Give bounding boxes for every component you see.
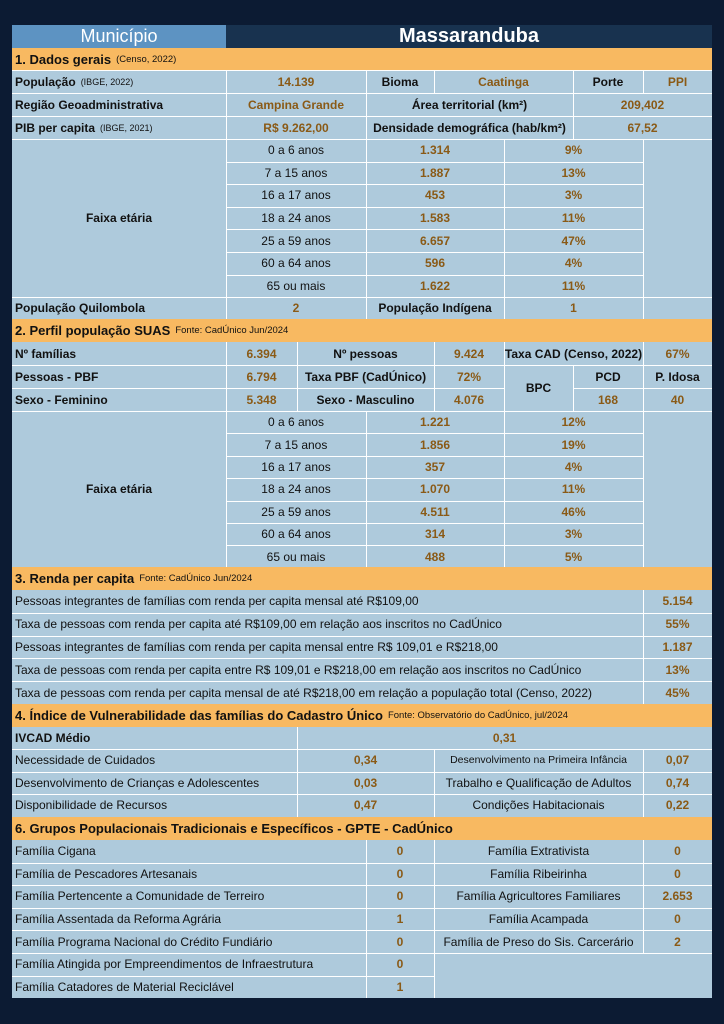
pessoas-label: Nº pessoas [333, 346, 398, 361]
renda-label: Taxa de pessoas com renda per capita entre R$ 109,01 e R$218,00 em relação aos inscritos no CadÚnico [15, 662, 582, 677]
faixa-1-percent: 9% [564, 143, 583, 158]
faixa-1-range: 0 a 6 anos [267, 143, 325, 158]
gpte-value: 0 [674, 866, 681, 881]
renda-value: 1.187 [662, 639, 693, 654]
pib-label-text: PIB per capita [15, 120, 96, 135]
section-2-source: Fonte: CadÚnico Jun/2024 [175, 325, 289, 336]
faixa-1-range: 16 a 17 anos [261, 188, 331, 203]
ivcad-dimension-value: 0,47 [353, 798, 378, 813]
faixa-2-percent: 5% [564, 549, 583, 564]
renda-label: Taxa de pessoas com renda per capita até R$109,00 em relação aos inscritos no CadÚnico [15, 617, 502, 632]
faixa-1-range: 60 a 64 anos [261, 256, 331, 271]
gpte-value: 0 [674, 912, 681, 927]
populacao-source: (IBGE, 2022) [80, 76, 134, 87]
bpc-label: BPC [525, 381, 552, 395]
faixa-1-percent: 11% [561, 211, 586, 226]
section-2-title [12, 319, 712, 342]
faixa-etaria-label-1: Faixa etária [85, 211, 153, 225]
idosa-label: P. Idosa [655, 369, 700, 384]
renda-label: Pessoas integrantes de famílias com renda per capita mensal entre R$ 109,01 e R$218,00 [15, 639, 498, 654]
faixa-2-count: 4.511 [420, 504, 450, 519]
header-municipio-name: Massaranduba [226, 25, 712, 48]
faixa-2-count: 314 [424, 527, 446, 542]
ivcad-label: IVCAD Médio [15, 731, 91, 745]
renda-value: 45% [665, 685, 690, 700]
ivcad-dimension-value: 0,34 [353, 753, 378, 768]
faixa-1-count: 6.657 [419, 233, 451, 248]
feminino-value: 5.348 [246, 392, 277, 407]
area-value: 209,402 [620, 97, 665, 112]
ivcad-dimension-label: Desenvolvimento na Primeira Infância [450, 754, 627, 767]
faixa-2-percent: 11% [561, 482, 586, 497]
taxa-cad-value: 67% [665, 346, 690, 361]
indigena-label: População Indígena [378, 301, 492, 315]
porte-value: PPI [667, 74, 688, 89]
section-1-title [12, 48, 712, 70]
taxa-pbf-label: Taxa PBF (CadÚnico) [304, 369, 427, 384]
faixa-1-count: 596 [424, 256, 446, 271]
faixa-2-range: 16 a 17 anos [261, 459, 331, 474]
faixa-2-count: 357 [424, 459, 446, 474]
faixa-2-percent: 19% [561, 437, 586, 452]
ivcad-dimension-label: Desenvolvimento de Crianças e Adolescentes [15, 775, 260, 790]
faixa-1-count: 1.622 [419, 278, 451, 293]
pcd-label: PCD [595, 369, 621, 384]
regiao-label: Região Geoadministrativa [15, 97, 164, 112]
pcd-value: 168 [597, 392, 619, 407]
ivcad-dimension-value: 0,03 [353, 775, 378, 790]
densidade-label: Densidade demográfica (hab/km²) [373, 120, 566, 135]
section-4-title-text: 4. Índice de Vulnerabilidade das famílias do Cadastro Único [15, 708, 383, 723]
taxa-cad-label: Taxa CAD (Censo, 2022) [504, 346, 643, 361]
section-2-title-text: 2. Perfil população SUAS [15, 323, 171, 338]
gpte-value: 0 [674, 844, 681, 859]
pessoas-value: 9.424 [453, 346, 485, 361]
ivcad-dimension-label: Condições Habitacionais [472, 798, 605, 813]
faixa-2-percent: 3% [564, 527, 583, 542]
pib-label [15, 116, 226, 139]
gpte-label: Família Catadores de Material Reciclável [15, 979, 234, 994]
gpte-value: 1 [396, 912, 404, 927]
section-4-source: Fonte: Observatório do CadÚnico, jul/2024 [387, 710, 569, 721]
ivcad-value: 0,31 [492, 731, 517, 745]
gpte-value: 0 [396, 866, 404, 881]
municipal-data-sheet [12, 25, 712, 998]
faixa-1-range: 25 a 59 anos [261, 233, 331, 248]
faixa-2-range: 25 a 59 anos [261, 504, 331, 519]
bioma-label: Bioma [381, 74, 419, 89]
faixa-2-count: 1.070 [419, 482, 451, 497]
pbf-label: Pessoas - PBF [15, 369, 99, 384]
gpte-label: Família de Pescadores Artesanais [15, 866, 198, 881]
area-label: Área territorial (km²) [411, 97, 528, 112]
faixa-1-percent: 3% [564, 188, 583, 203]
gpte-label: Família Extrativista [487, 844, 590, 859]
faixa-etaria-label-2: Faixa etária [85, 482, 153, 496]
faixa-2-range: 7 a 15 anos [264, 437, 328, 452]
gpte-label: Família Cigana [15, 844, 96, 859]
section-3-title [12, 567, 712, 590]
faixa-2-range: 18 a 24 anos [261, 482, 331, 497]
renda-label: Taxa de pessoas com renda per capita mensal de até R$218,00 em relação a população total (Censo, 2022) [15, 685, 593, 700]
feminino-label: Sexo - Feminino [15, 392, 108, 407]
quilombola-label: População Quilombola [15, 301, 146, 315]
quilombola-value: 2 [292, 301, 300, 315]
faixa-1-percent: 47% [561, 233, 586, 248]
familias-label: Nº famílias [15, 346, 77, 361]
populacao-value: 14.139 [277, 74, 315, 89]
gpte-value: 0 [396, 934, 404, 949]
gpte-label: Família Ribeirinha [490, 866, 587, 881]
taxa-pbf-value: 72% [456, 369, 482, 384]
section-3-title-text: 3. Renda per capita [15, 571, 135, 586]
faixa-2-range: 60 a 64 anos [261, 527, 331, 542]
populacao-label [15, 70, 226, 93]
section-4-title [12, 704, 712, 727]
gpte-value: 0 [396, 844, 404, 859]
ivcad-dimension-value: 0,22 [665, 798, 690, 813]
densidade-value: 67,52 [627, 120, 658, 135]
idosa-value: 40 [670, 392, 685, 407]
faixa-2-percent: 4% [564, 459, 583, 474]
porte-label: Porte [592, 74, 624, 89]
renda-value: 13% [665, 662, 690, 677]
ivcad-dimension-value: 0,74 [665, 775, 690, 790]
masculino-value: 4.076 [453, 392, 485, 407]
pib-value: R$ 9.262,00 [263, 120, 329, 135]
faixa-1-percent: 4% [564, 256, 583, 271]
faixa-1-range: 65 ou mais [266, 278, 326, 293]
faixa-2-count: 1.856 [419, 437, 451, 452]
gpte-value: 2.653 [662, 889, 693, 904]
gpte-label: Família Programa Nacional do Crédito Fundiário [15, 934, 273, 949]
section-6-title: 6. Grupos Populacionais Tradicionais e Específicos - GPTE - CadÚnico [12, 817, 712, 840]
ivcad-dimension-label: Necessidade de Cuidados [15, 753, 156, 768]
populacao-label-text: População [15, 74, 76, 89]
faixa-1-count: 1.583 [419, 211, 451, 226]
gpte-label: Família Assentada da Reforma Agrária [15, 912, 222, 927]
ivcad-dimension-value: 0,07 [665, 753, 690, 768]
gpte-value: 1 [396, 979, 404, 994]
renda-value: 5.154 [662, 594, 693, 609]
gpte-value: 2 [674, 934, 681, 949]
gpte-value: 0 [396, 957, 404, 972]
section-1-title-text: 1. Dados gerais [15, 51, 112, 67]
ivcad-dimension-label: Trabalho e Qualificação de Adultos [445, 775, 632, 790]
faixa-1-range: 7 a 15 anos [264, 165, 328, 180]
gpte-label: Família Agricultores Familiares [456, 889, 621, 904]
gpte-label: Família Pertencente a Comunidade de Terreiro [15, 889, 265, 904]
section-1-source: (Censo, 2022) [116, 53, 177, 65]
pib-source: (IBGE, 2021) [100, 122, 153, 133]
faixa-2-range: 65 ou mais [266, 549, 326, 564]
faixa-2-percent: 12% [561, 415, 586, 430]
faixa-2-count: 488 [424, 549, 446, 564]
masculino-label: Sexo - Masculino [316, 392, 415, 407]
faixa-2-count: 1.221 [419, 415, 451, 430]
faixa-1-percent: 11% [561, 278, 586, 293]
pbf-value: 6.794 [246, 369, 277, 384]
indigena-value: 1 [570, 301, 577, 315]
header-municipio-label: Município [12, 25, 226, 48]
gpte-value: 0 [396, 889, 404, 904]
gpte-label: Família de Preso do Sis. Carcerário [443, 934, 634, 949]
familias-value: 6.394 [246, 346, 277, 361]
faixa-1-count: 1.887 [419, 165, 451, 180]
faixa-1-count: 1.314 [419, 143, 451, 158]
ivcad-dimension-label: Disponibilidade de Recursos [15, 798, 168, 813]
gpte-label: Família Acampada [488, 912, 589, 927]
renda-value: 55% [665, 617, 690, 632]
gpte-label: Família Atingida por Empreendimentos de Infraestrutura [15, 957, 314, 972]
faixa-1-count: 453 [424, 188, 446, 203]
faixa-2-percent: 46% [561, 504, 586, 519]
regiao-value: Campina Grande [247, 97, 345, 112]
bioma-value: Caatinga [478, 74, 529, 89]
section-3-source: Fonte: CadÚnico Jun/2024 [139, 573, 253, 584]
faixa-1-range: 18 a 24 anos [261, 211, 331, 226]
faixa-1-percent: 13% [561, 165, 586, 180]
renda-label: Pessoas integrantes de famílias com renda per capita mensal até R$109,00 [15, 594, 419, 609]
faixa-2-range: 0 a 6 anos [267, 415, 325, 430]
